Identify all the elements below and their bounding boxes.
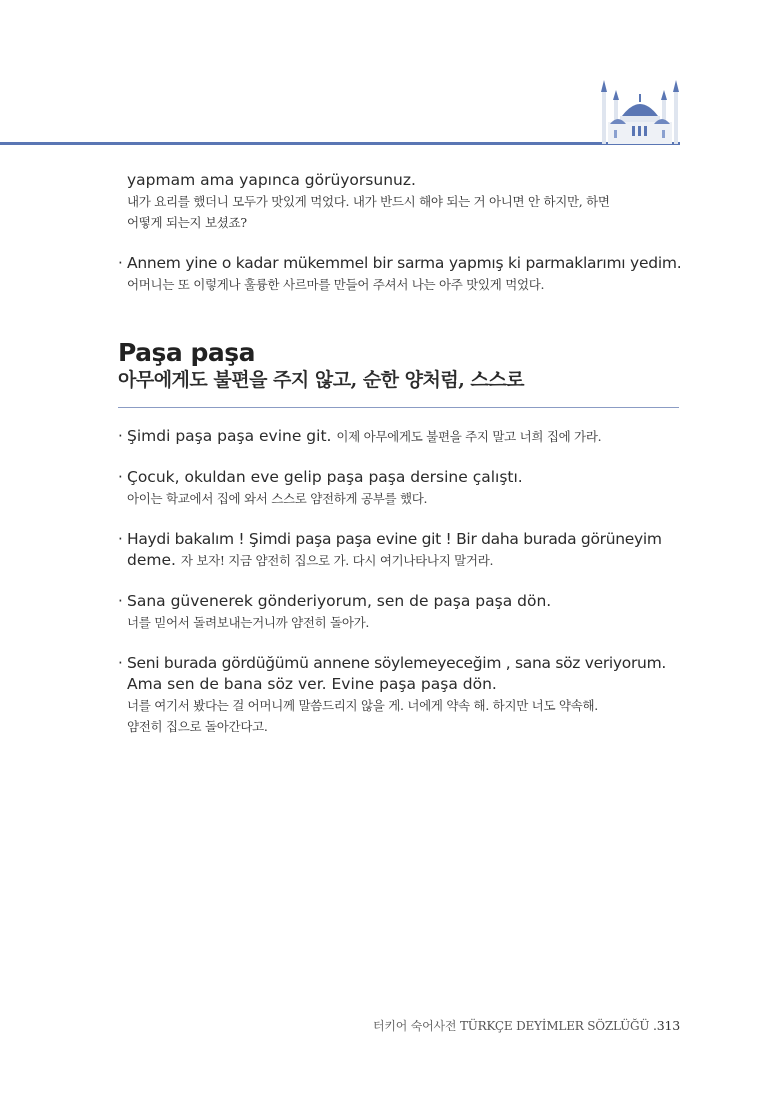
example-item: [118, 591, 682, 633]
korean-translation: 내가 요리를 했더니 모두가 맛있게 먹었다. 내가 반드시 해야 되는 거 아니면 안 하지만, 하면: [127, 194, 610, 209]
turkish-sentence: yapmam ama yapınca görüyorsunuz.: [127, 171, 416, 189]
mosque-icon: [598, 78, 682, 144]
entry-title: Paşa paşa: [118, 338, 255, 367]
bullet: ·: [118, 254, 123, 272]
page-number: .313: [652, 1018, 680, 1033]
example-line: [127, 426, 682, 447]
example-continued: [118, 170, 682, 233]
example-line: [127, 550, 682, 571]
turkish-sentence: Sana güvenerek gönderiyorum, sen de paşa paşa dön.: [127, 592, 552, 610]
header-rule: [0, 142, 680, 145]
example-item: [118, 653, 682, 737]
bullet: ·: [118, 530, 123, 548]
turkish-sentence: Şimdi paşa paşa evine git.: [127, 427, 332, 445]
example-item: [118, 467, 682, 509]
korean-translation: 아이는 학교에서 집에 와서 스스로 얌전하게 공부를 했다.: [127, 491, 428, 506]
entry-divider: [118, 407, 679, 408]
book-title: 터키어 숙어사전 TÜRKÇE DEYİMLER SÖZLÜĞÜ: [372, 1019, 650, 1033]
korean-translation: 너를 믿어서 돌려보내는거니까 얌전히 돌아가.: [127, 615, 370, 630]
example-item: [118, 426, 682, 447]
turkish-sentence: Seni burada gördüğümü annene söylemeyeceğim , sana söz veriyorum.: [127, 654, 667, 672]
korean-translation: 어머니는 또 이렇게나 훌륭한 사르마를 만들어 주셔서 나는 아주 맛있게 먹었다.: [127, 277, 545, 292]
korean-translation: 자 보자! 지금 얌전히 집으로 가. 다시 여기나타나지 말거라.: [180, 553, 494, 568]
korean-translation: 너를 여기서 봤다는 걸 어머니께 말씀드리지 않을 게. 너에게 약속 해. 하지만 너도 약속해.: [127, 698, 598, 713]
korean-translation: 이제 아무에게도 불편을 주지 말고 너희 집에 가라.: [336, 429, 602, 444]
page-content: [118, 170, 682, 757]
bullet: ·: [118, 654, 123, 672]
example-item: [118, 529, 682, 571]
korean-translation: 얌전히 집으로 돌아간다고.: [127, 719, 268, 734]
page-footer: [373, 1017, 680, 1034]
bullet: ·: [118, 592, 123, 610]
bullet: ·: [118, 427, 123, 445]
bullet: ·: [118, 468, 123, 486]
turkish-sentence: Ama sen de bana söz ver. Evine paşa paşa dön.: [127, 675, 497, 693]
korean-translation: 어떻게 되는지 보셨죠?: [127, 215, 247, 230]
turkish-sentence: Haydi bakalım ! Şimdi paşa paşa evine git ! Bir daha burada görüneyim: [127, 530, 662, 548]
turkish-sentence: Çocuk, okuldan eve gelip paşa paşa dersine çalıştı.: [127, 468, 523, 486]
example-item: [118, 253, 682, 295]
turkish-sentence: Annem yine o kadar mükemmel bir sarma yapmış ki parmaklarımı yedim.: [127, 254, 682, 272]
turkish-sentence: deme.: [127, 551, 176, 569]
entry-subtitle: 아무에게도 불편을 주지 않고, 순한 양처럼, 스스로: [118, 369, 524, 391]
